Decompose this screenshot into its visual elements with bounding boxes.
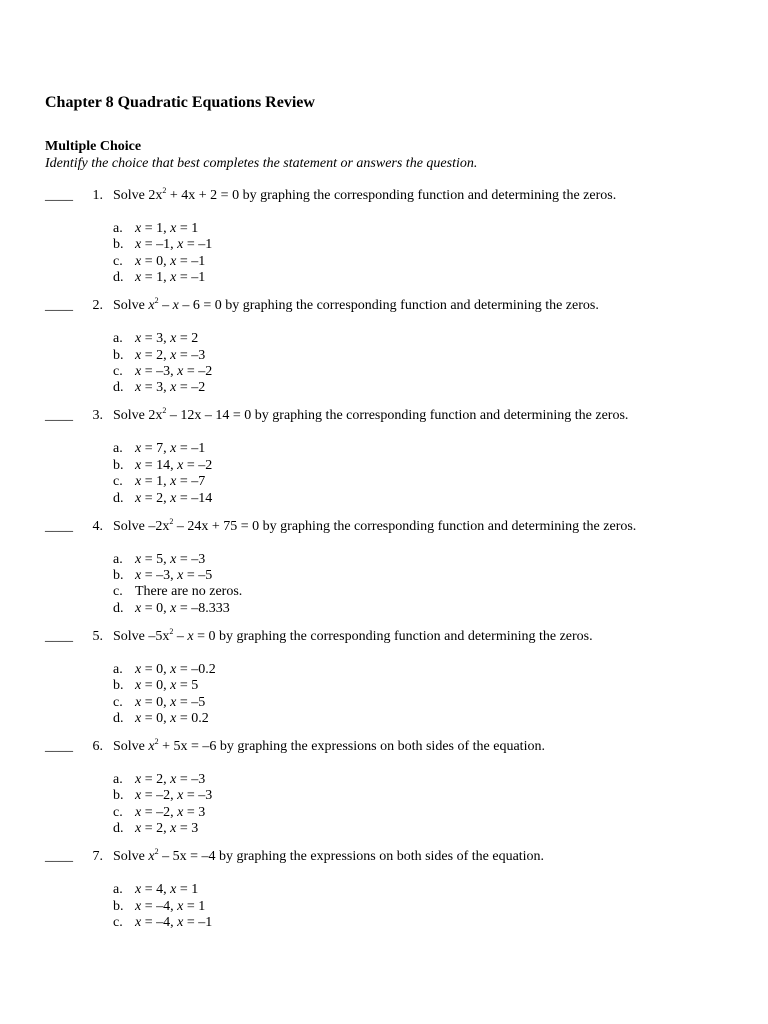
option-letter: c. <box>113 584 123 600</box>
option-letter: a. <box>113 771 123 787</box>
option-letter: d. <box>113 821 124 837</box>
option-letter: c. <box>113 474 123 490</box>
option-text: x = 1, x = 1 <box>135 221 199 236</box>
option-letter: b. <box>113 457 124 473</box>
option-text: x = 14, x = –2 <box>135 457 213 473</box>
answer-blank: ____ <box>45 188 73 203</box>
option-letter: b. <box>113 567 124 583</box>
option-text: x = 1, x = –7 <box>135 474 206 490</box>
question-line <box>45 736 745 755</box>
option-letter: a. <box>113 221 123 236</box>
option-text: x = –4, x = 1 <box>135 898 206 914</box>
answer-blank: ____ <box>45 298 73 314</box>
option-text: x = 7, x = –1 <box>135 441 206 457</box>
section-title: Multiple Choice <box>45 139 142 154</box>
question-line <box>45 298 745 314</box>
question-item <box>45 298 745 408</box>
option-text: x = 3, x = –2 <box>135 380 206 396</box>
option-letter: d. <box>113 600 124 616</box>
option-letter: d. <box>113 490 124 506</box>
question-line <box>45 626 745 645</box>
question-number: 6. <box>92 738 103 754</box>
question-text: Solve $x^2 - x - 6 = 0$ by graphing the corresponding function and determining the zeros. <box>113 296 599 314</box>
question-text: Solve $-2x^2 - 24x + 75 = 0$ by graphing the corresponding function and determining the zeros. <box>113 516 637 534</box>
option-letter: d. <box>113 710 124 726</box>
option-letter: c. <box>113 804 123 820</box>
option-text: x = –3, x = –2 <box>135 363 213 379</box>
question-line <box>45 188 745 204</box>
option-text: x = 1, x = –1 <box>135 270 206 286</box>
question-number: 3. <box>92 408 103 424</box>
option-text: x = 0, x = 5 <box>135 678 199 694</box>
answer-blank: ____ <box>45 849 73 865</box>
answer-blank: ____ <box>45 628 73 644</box>
option-text: x = –3, x = –5 <box>135 567 213 583</box>
page-title: Chapter 8 Quadratic Equations Review <box>45 94 315 111</box>
option-letter: a. <box>113 882 123 898</box>
option-letter: a. <box>113 551 123 567</box>
option-text: There are no zeros. <box>135 584 243 600</box>
option-text: x = –1, x = –1 <box>135 237 213 253</box>
question-line <box>45 408 745 424</box>
answer-blank: ____ <box>45 738 73 754</box>
question-number: 2. <box>92 298 103 314</box>
option-text: x = 2, x = –3 <box>135 347 206 363</box>
question-text: Solve $x^2 - 5x = -4$ by graphing the expressions on both sides of the equation. <box>113 847 545 865</box>
option-text: x = 2, x = –3 <box>135 771 206 787</box>
question-text: Solve $-5x^2 - x = 0$ by graphing the corresponding function and determining the zeros. <box>113 626 593 644</box>
option-letter: b. <box>113 788 124 804</box>
option-text: x = 0, x = –0.2 <box>135 661 216 677</box>
option-text: x = 0, x = –5 <box>135 694 206 710</box>
option-text: x = –2, x = –3 <box>135 788 213 804</box>
option-text: x = 0, x = 0.2 <box>135 710 209 726</box>
option-text: x = 0, x = –1 <box>135 253 206 269</box>
option-text: x = 3, x = 2 <box>135 331 199 347</box>
question-text: Solve $2x^2 + 4x + 2 = 0$ by graphing the corresponding function and determining the zeros. <box>113 186 617 203</box>
option-letter: d. <box>113 270 124 286</box>
option-letter: b. <box>113 347 124 363</box>
option-letter: c. <box>113 694 123 710</box>
option-letter: d. <box>113 380 124 396</box>
option-letter: c. <box>113 914 123 930</box>
option-text: x = 2, x = –14 <box>135 490 213 506</box>
answer-blank: ____ <box>45 408 73 424</box>
option-letter: c. <box>113 363 123 379</box>
question-text: Solve $x^2 + 5x = -6$ by graphing the expressions on both sides of the equation. <box>113 736 545 754</box>
option-letter: b. <box>113 898 124 914</box>
question-item <box>45 408 745 518</box>
option-letter: a. <box>113 441 123 457</box>
question-item <box>45 849 745 959</box>
option-letter: c. <box>113 253 123 269</box>
option-letter: b. <box>113 237 124 253</box>
question-list <box>45 188 745 959</box>
question-item <box>45 516 745 629</box>
question-item <box>45 626 745 739</box>
option-letter: a. <box>113 331 123 347</box>
question-line <box>45 849 745 865</box>
option-letter: b. <box>113 678 124 694</box>
question-number: 1. <box>92 188 103 203</box>
option-text: x = –2, x = 3 <box>135 804 206 820</box>
option-letter: a. <box>113 661 123 677</box>
question-text: Solve $2x^2 - 12x - 14 = 0$ by graphing the corresponding function and determining the zeros. <box>113 406 629 424</box>
answer-blank: ____ <box>45 518 73 534</box>
question-number: 7. <box>92 849 103 865</box>
option-text: x = –4, x = –1 <box>135 914 213 930</box>
question-item <box>45 188 745 298</box>
option-text: x = 5, x = –3 <box>135 551 206 567</box>
question-item <box>45 736 745 849</box>
question-line <box>45 516 745 535</box>
option-text: x = 4, x = 1 <box>135 882 199 898</box>
option-text: x = 2, x = 3 <box>135 821 199 837</box>
question-number: 4. <box>92 518 103 534</box>
question-number: 5. <box>92 628 103 644</box>
section-instructions: Identify the choice that best completes the statement or answers the question. <box>45 156 478 171</box>
option-text: x = 0, x = –8.333 <box>135 600 230 616</box>
